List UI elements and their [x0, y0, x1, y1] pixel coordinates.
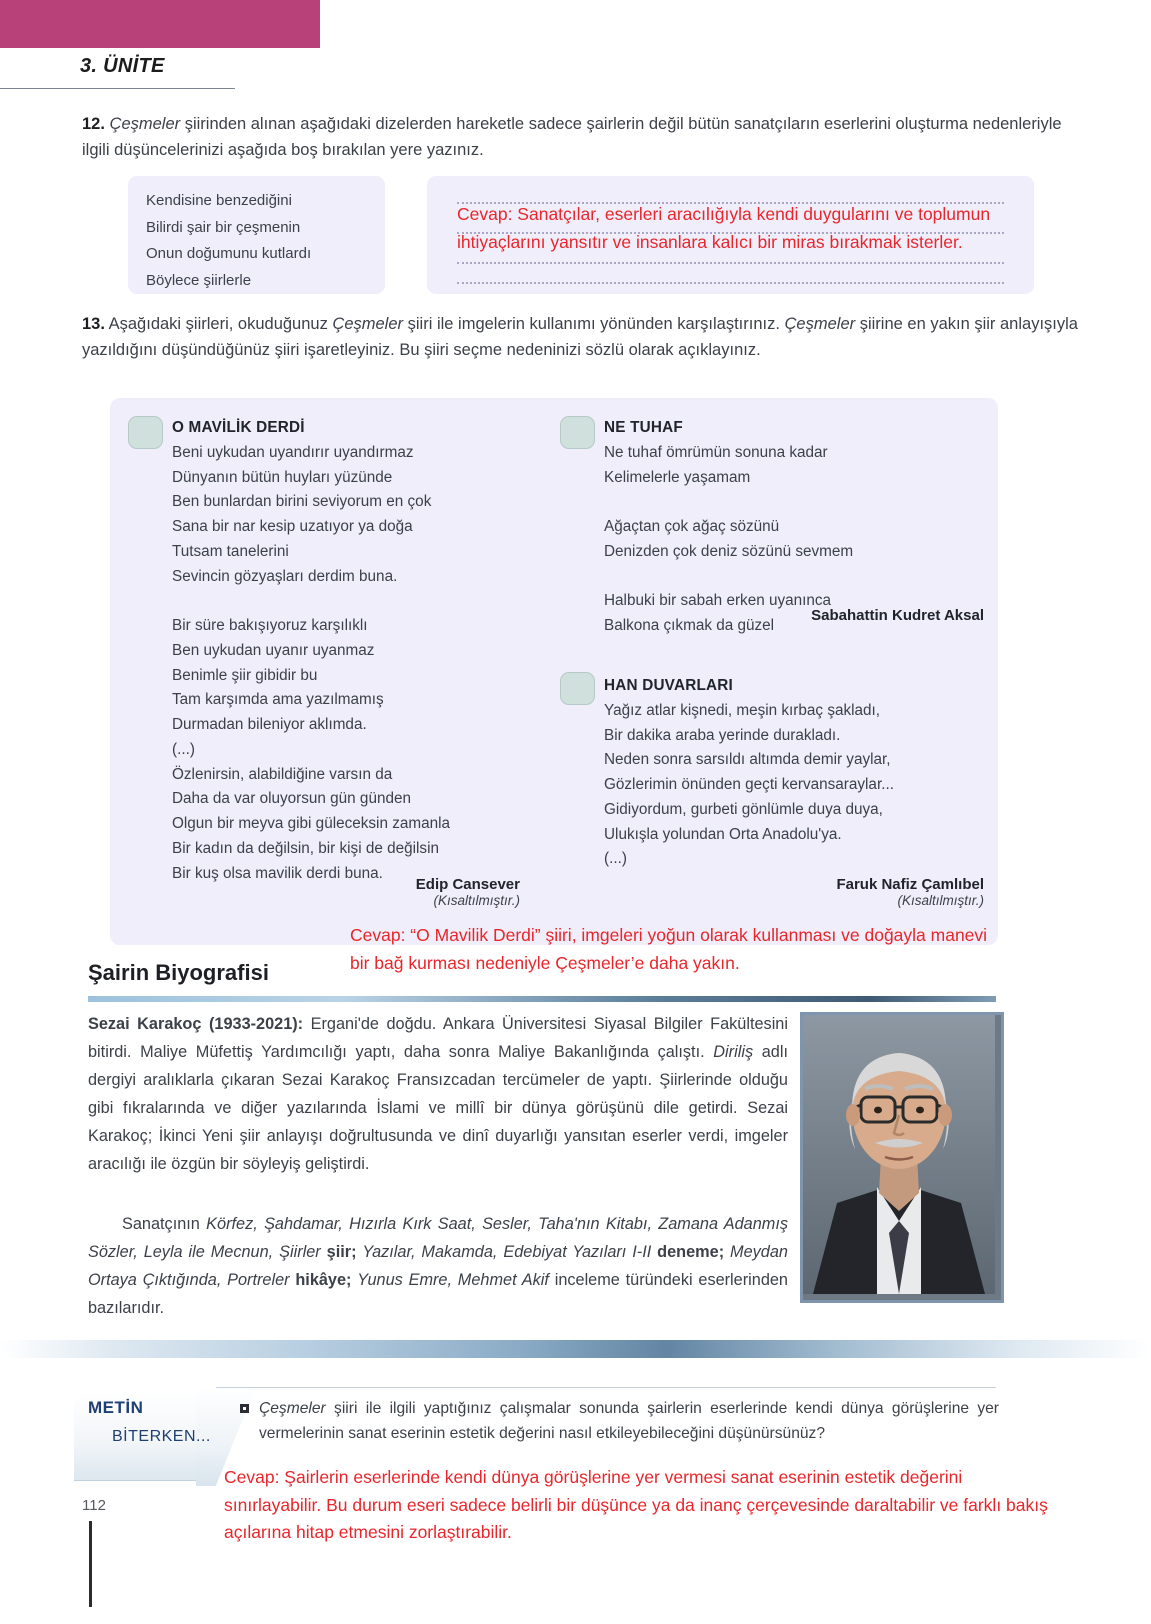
biography-journal-title: Diriliş: [713, 1043, 754, 1062]
text-line: Olgun bir meyva gibi güleceksin zamanla: [172, 815, 451, 833]
text-line: Tutsam tanelerini: [172, 542, 289, 560]
text-line: Bir dakika araba yerinde durakladı.: [604, 726, 841, 744]
metin-top-rule: [216, 1387, 996, 1388]
text-line: Kendisine benzediğini: [146, 192, 292, 209]
poem-ne-tuhaf: [604, 416, 984, 639]
text-line: Bir kadın da değilsin, bir kişi de değilsin: [172, 840, 439, 858]
text-line: Ben bunlardan birini seviyorum en çok: [172, 493, 432, 511]
works-intro: Sanatçının: [122, 1215, 207, 1233]
poem-source-note: (Kısaltılmıştır.): [433, 893, 520, 908]
text-line: Gözlerimin önünden geçti kervansaraylar...: [604, 776, 894, 794]
metin-tab-line1: METİN: [88, 1398, 144, 1417]
text-line: [604, 565, 984, 590]
text-line: Kelimelerle yaşamam: [604, 468, 751, 486]
biography-paragraph: [88, 1010, 788, 1178]
poem-attribution-2: [710, 876, 984, 908]
text-line: Yağız atlar kişnedi, meşin kırbaç şakladı,: [604, 701, 881, 719]
question-13-italic-1: Çeşmeler: [332, 315, 404, 333]
question-12-text: şiirinden alınan aşağıdaki dizelerden hareketle sadece şairlerin değil bütün sanatçıların eserlerini oluşturma nedenleriyle ilgili düşüncelerinizi aşağıda boş bırakılan yere yazınız.: [82, 115, 1062, 159]
text-line: Beni uykudan uyandırır uyandırmaz: [172, 443, 414, 461]
text-line: Benimle şiir gibidir bu: [172, 666, 318, 684]
text-line: Ben uykudan uyanır uyanmaz: [172, 641, 375, 659]
text-line: (...): [172, 740, 195, 758]
biography-text-b: adlı dergiyi aralıklarla çıkaran Sezai Karakoç Fransızcadan tercümeler de yaptı. Şiirlerinde olduğu gibi fıkralarında ve diğer yazılarında İslami ve millî bir dünya görüşünü dile getirdi. Sezai Karakoç; İkinci Yeni şiir anlayışı doğrultusunda ve dinî duyarlığı yansıtan eserler verdi, imgeler aracılığı ile özgün bir söyleyiş geliştirdi.: [88, 1043, 788, 1174]
answer-line: [457, 262, 1004, 264]
text-line: (...): [604, 850, 627, 868]
checkbox-han-duvarlari[interactable]: [560, 672, 595, 705]
poem-attribution-0: [290, 876, 520, 908]
page-header: [0, 0, 1151, 92]
question-12-italic-title: Çeşmeler: [109, 115, 181, 133]
unit-plate-diagonal: [215, 0, 355, 90]
page-number: 112: [82, 1497, 106, 1514]
text-line: Bir süre bakışıyoruz karşılıklı: [172, 617, 368, 635]
text-line: Daha da var oluyorsun gün günden: [172, 790, 411, 808]
text-line: Ne tuhaf ömrümün sonuna kadar: [604, 443, 828, 461]
question-12-row: [128, 176, 1088, 294]
poem-body: [172, 441, 552, 887]
text-line: Gidiyordum, gurbeti gönlümle duya duya,: [604, 800, 883, 818]
poem-author: Sabahattin Kudret Aksal: [811, 607, 984, 624]
text-line: Bir kuş olsa mavilik derdi buna.: [172, 864, 383, 882]
poem-title: O MAVİLİK DERDİ: [172, 419, 305, 436]
biography-text-a: Ergani'de doğdu. Ankara Üniversitesi Siyasal Bilgiler Fakültesini bitirdi. Maliye Müfettiş Yardımcılığı yaptı, daha sonra Maliye Bakanlığında çalıştı.: [88, 1015, 788, 1062]
question-12-number: 12.: [82, 115, 105, 133]
question-13-number: 13.: [82, 315, 105, 333]
works-poetry-titles: Körfez, Şahdamar, Hızırla Kırk Saat, Sesler, Taha'nın Kitabı, Zamana Adanmış Sözler, Leyla ile Mecnun, Şiirler: [88, 1215, 788, 1262]
poem-body: [604, 699, 994, 872]
question-12: [82, 112, 1082, 163]
text-line: Sevincin gözyaşları derdim buna.: [172, 567, 398, 585]
answer-text-final: Cevap: Şairlerin eserlerinde kendi dünya görüşlerine yer vermesi sanat eserinin estetik değerini sınırlayabilir. Bu durum eseri sadece belirli bir düşünce ya da inanç çerçevesinde daraltabilir ve farklı bakış açılarına hitap etmesini zorlaştırabilir.: [224, 1467, 1048, 1543]
biography-divider: [88, 996, 996, 1002]
poem-author: Faruk Nafiz Çamlıbel: [836, 876, 984, 893]
works-essay-label: deneme;: [651, 1243, 731, 1262]
works-review-label: inceleme türündeki eserlerinden bazılarıdır.: [88, 1271, 788, 1318]
poem-comparison-panel: [110, 398, 998, 945]
works-poetry-label: şiir;: [320, 1243, 363, 1262]
poem-title: HAN DUVARLARI: [604, 677, 733, 694]
checkbox-ne-tuhaf[interactable]: [560, 416, 595, 449]
bullet-square-icon: [240, 1404, 249, 1413]
works-story-titles: Meydan Ortaya Çıktığında, Portreler: [88, 1243, 788, 1290]
metin-question-text: [259, 1396, 999, 1447]
text-line: Dünyanın bütün huyları yüzünde: [172, 468, 393, 486]
text-line: Balkona çıkmak da güzel: [604, 617, 775, 635]
text-line: Onun doğumunu kutlardı: [146, 245, 312, 263]
text-line: Durmadan bileniyor aklımda.: [172, 716, 367, 734]
footer-gradient-band: [0, 1340, 1151, 1358]
poem-source-note: (Kısaltılmıştır.): [897, 893, 984, 908]
answer-line: [457, 282, 1004, 284]
lyric-excerpt-box: [128, 176, 385, 294]
question-13-part2: şiiri ile imgelerin kullanımı yönünden karşılaştırınız.: [403, 315, 785, 333]
metin-tab-line2: BİTERKEN...: [112, 1428, 211, 1445]
text-line: Neden sonra sarsıldı altımda demir yaylar,: [604, 751, 891, 769]
metin-question-italic: Çeşmeler: [259, 1400, 326, 1417]
answer-box-12[interactable]: [427, 176, 1034, 294]
answer-text-12: Cevap: Sanatçılar, eserleri aracılığıyla kendi duygularını ve toplumun ihtiyaçlarını yansıtır ve insanlara kalıcı bir miras bırakmak isterler.: [457, 204, 991, 252]
portrait-illustration: [803, 1015, 995, 1294]
poet-portrait-photo: [800, 1012, 1004, 1303]
poem-attribution-1: [700, 607, 984, 624]
page-edge-bar: [89, 1521, 92, 1607]
question-13-part3: şiirine en yakın şiir anlayışıyla yazıldığını düşündüğünüz şiiri işaretleyiniz. Bu şiiri seçme nedeninizi sözlü olarak açıklayınız.: [82, 315, 1078, 359]
biography-heading: Şairin Biyografisi: [88, 960, 269, 985]
works-review-titles: Yunus Emre, Mehmet Akif: [357, 1271, 549, 1290]
lyric-excerpt-text: [146, 188, 311, 295]
unit-label: 3. ÜNİTE: [80, 55, 165, 77]
answer-text-13: Cevap: “O Mavilik Derdi” şiiri, imgeleri yoğun olarak kullanması ve doğayla manevi bir bağ kurması nedeniyle Çeşmeler’e daha yakın.: [350, 925, 988, 973]
question-13: [82, 312, 1082, 363]
text-line: Özlenirsin, alabildiğine varsın da: [172, 765, 393, 783]
text-line: Halbuki bir sabah erken uyanınca: [604, 592, 832, 610]
text-line: Ulukışla yolundan Orta Anadolu'ya.: [604, 825, 842, 843]
poem-o-mavilik-derdi: [172, 416, 552, 887]
checkbox-o-mavilik-derdi[interactable]: [128, 416, 163, 449]
text-line: Denizden çok deniz sözünü sevmem: [604, 542, 854, 560]
text-line: Ağaçtan çok ağaç sözünü: [604, 518, 780, 536]
metin-question-rest: şiiri ile ilgili yaptığınız çalışmalar sonunda şairlerin eserlerinde kendi dünya görüşlerine yer vermelerinin sanat eserinin estetik değerini nasıl etkileyebileceğini düşünürsünüz?: [259, 1400, 999, 1443]
text-line: [604, 490, 984, 515]
question-13-italic-2: Çeşmeler: [784, 315, 856, 333]
poem-title: NE TUHAF: [604, 419, 683, 436]
biography-works-paragraph: [88, 1210, 788, 1322]
text-line: [172, 589, 552, 614]
text-line: Bilirdi şair bir çeşmenin: [146, 218, 301, 236]
poem-author: Edip Cansever: [415, 876, 520, 893]
poem-han-duvarlari: [604, 674, 994, 872]
works-essay-titles: Yazılar, Makamda, Edebiyat Yazıları I-II: [362, 1243, 652, 1262]
question-13-part1: Aşağıdaki şiirleri, okuduğunuz: [108, 315, 333, 333]
text-line: Tam karşımda ama yazılmamış: [172, 691, 384, 709]
biography-name: Sezai Karakoç (1933-2021):: [88, 1015, 304, 1033]
text-line: Böylece şiirlerle: [146, 272, 252, 290]
works-story-label: hikâye;: [289, 1271, 358, 1290]
text-line: Sana bir nar kesip uzatıyor ya doğa: [172, 518, 413, 536]
